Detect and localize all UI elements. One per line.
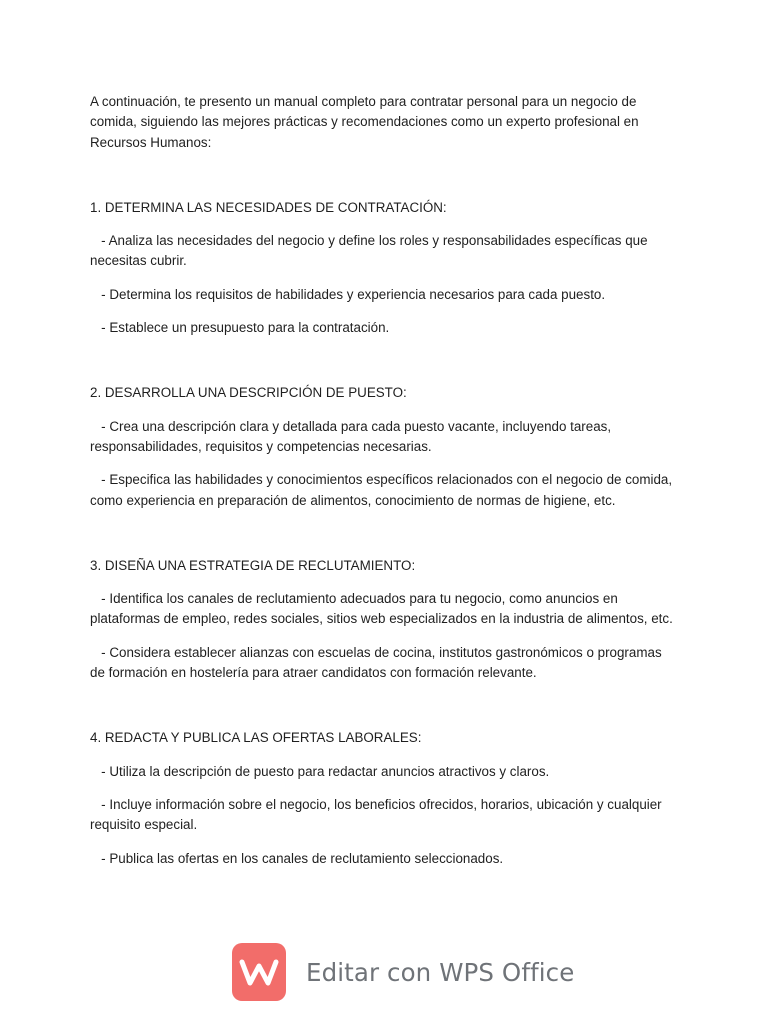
list-item: - Determina los requisitos de habilidades y experiencia necesarios para cada puesto. [90,286,606,302]
wps-edit-label[interactable]: Editar con WPS Office [306,957,575,987]
wps-logo-icon [232,943,286,1001]
list-item: - Analiza las necesidades del negocio y define los roles y responsabilidades específicas que necesitas cubrir. [90,233,652,269]
section-heading: 4. REDACTA Y PUBLICA LAS OFERTAS LABORALES: [90,730,422,746]
wps-w-glyph-icon [239,957,279,987]
list-item: - Utiliza la descripción de puesto para redactar anuncios atractivos y claros. [90,763,550,779]
list-item: - Especifica las habilidades y conocimientos específicos relacionados con el negocio de comida, como experiencia en preparación de alimentos, conocimiento de normas de higiene, etc. [90,472,676,508]
section-heading: 2. DESARROLLA UNA DESCRIPCIÓN DE PUESTO: [90,385,407,401]
section-3 [90,556,675,683]
list-item: - Identifica los canales de reclutamiento adecuados para tu negocio, como anuncios en plataformas de empleo, redes sociales, sitios web especializados en la industria de alimentos, etc. [90,591,673,627]
section-2 [90,383,675,510]
document-body [90,92,675,869]
list-item: - Publica las ofertas en los canales de reclutamiento seleccionados. [90,850,504,866]
section-heading: 3. DISEÑA UNA ESTRATEGIA DE RECLUTAMIENTO: [90,557,416,573]
list-item: - Crea una descripción clara y detallada para cada puesto vacante, incluyendo tareas, responsabilidades, requisitos y competencias necesarias. [90,418,615,454]
wps-edit-banner[interactable] [232,943,574,1001]
section-4 [90,728,675,868]
list-item: - Establece un presupuesto para la contratación. [90,320,390,336]
section-heading: 1. DETERMINA LAS NECESIDADES DE CONTRATACIÓN: [90,199,447,215]
intro-paragraph: A continuación, te presento un manual completo para contratar personal para un negocio de comida, siguiendo las mejores prácticas y recomendaciones como un experto profesional en Recursos Humanos: [90,94,639,150]
list-item: - Considera establecer alianzas con escuelas de cocina, institutos gastronómicos o programas de formación en hostelería para atraer candidatos con formación relevante. [90,644,666,681]
section-1 [90,198,675,338]
list-item: - Incluye información sobre el negocio, los beneficios ofrecidos, horarios, ubicación y cualquier requisito especial. [90,796,666,833]
